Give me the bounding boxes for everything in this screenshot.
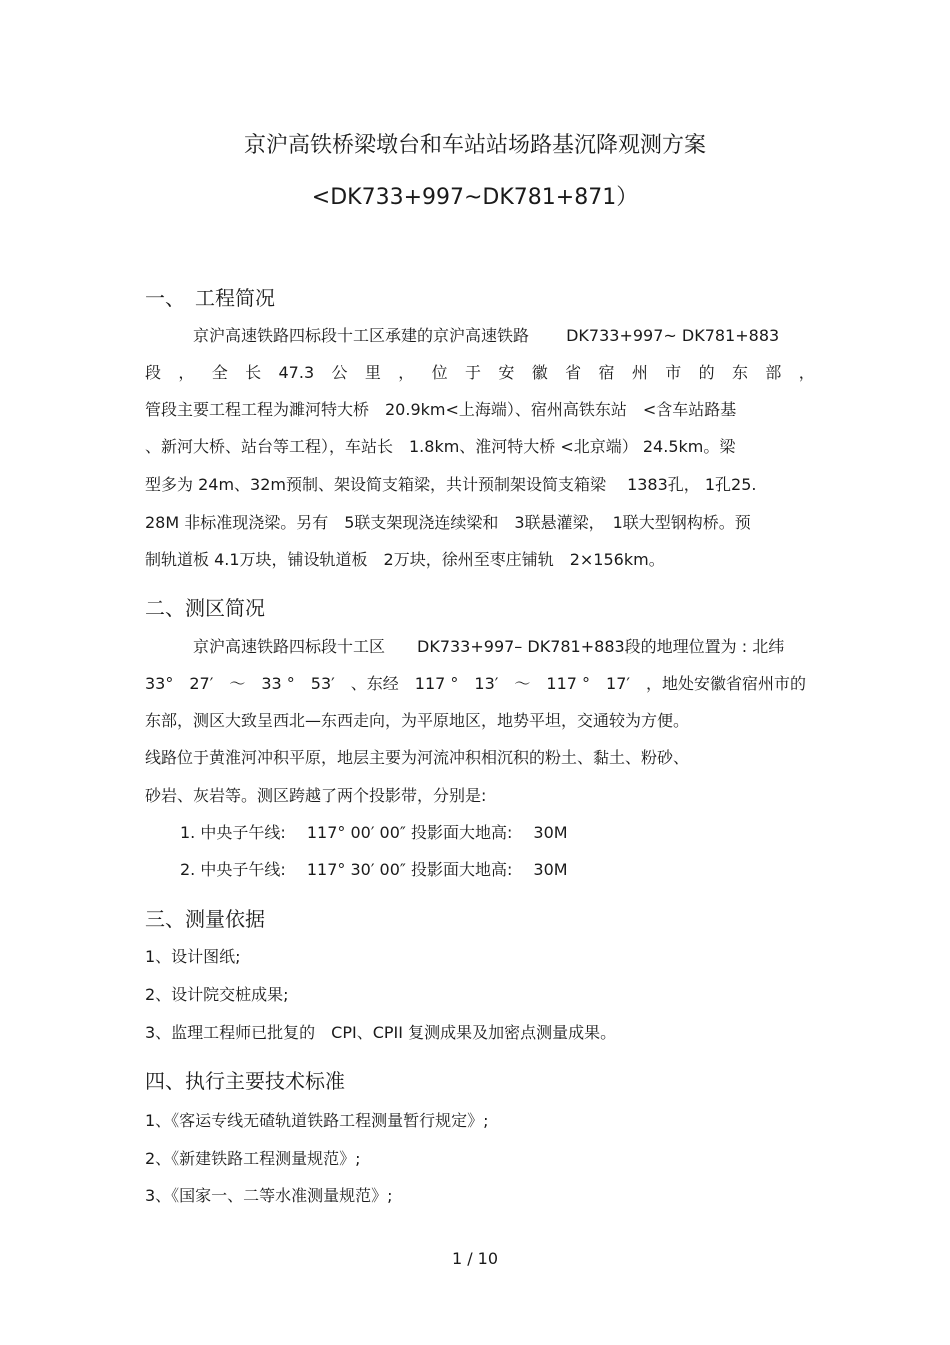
spaced-token: 市 xyxy=(665,363,682,382)
list-item: 2、设计院交桩成果; xyxy=(145,985,289,1004)
paragraph-line: 28M 非标准现浇梁。另有 5联支架现浇连续梁和 3联悬灌梁， 1联大型钢构桥。预 xyxy=(145,513,751,532)
paragraph-line: 33° 27′ ～ 33 ° 53′ 、东经 117 ° 13′ ～ 117 ° 17′ ，地处安徽省宿州市的 xyxy=(145,674,807,693)
section-heading-standards: 四、执行主要技术标准 xyxy=(145,1069,345,1093)
spaced-token: 长 xyxy=(245,363,262,382)
paragraph-line: 京沪高速铁路四标段十工区承建的京沪高速铁路 DK733+997~ DK781+883 xyxy=(193,326,780,345)
spaced-token: 宿 xyxy=(598,363,615,382)
document-title: 京沪高铁桥梁墩台和车站站场路基沉降观测方案 xyxy=(243,133,706,158)
spaced-token: ， xyxy=(798,363,815,382)
spaced-token: 47.3 xyxy=(278,363,315,382)
spaced-token: 部 xyxy=(765,363,782,382)
spaced-token: 省 xyxy=(565,363,582,382)
spaced-token: 于 xyxy=(464,363,481,382)
spaced-token: 安 xyxy=(498,363,515,382)
paragraph-line: 线路位于黄淮河冲积平原，地层主要为河流冲积相沉积的粉土、黏土、粉砂、 xyxy=(145,748,690,767)
list-item: 2、《新建铁路工程测量规范》; xyxy=(145,1149,361,1168)
section-heading-basis: 三、测量依据 xyxy=(145,907,265,931)
spaced-token: 徽 xyxy=(531,363,548,382)
spaced-token: 东 xyxy=(731,363,748,382)
list-item: 1、设计图纸; xyxy=(145,947,241,966)
list-item: 3、《国家一、二等水准测量规范》; xyxy=(145,1186,393,1205)
spaced-token: ， xyxy=(178,363,195,382)
section-heading-survey-area: 二、测区简况 xyxy=(145,596,265,620)
paragraph-line: 砂岩、灰岩等。测区跨越了两个投影带，分别是: xyxy=(145,786,487,805)
document-subtitle: <DK733+997~DK781+871） xyxy=(311,185,639,210)
paragraph-line: 京沪高速铁路四标段十工区 DK733+997– DK781+883段的地理位置为 : 北纬 xyxy=(193,637,785,656)
list-item: 3、监理工程师已批复的 CPI、CPII 复测成果及加密点测量成果。 xyxy=(145,1023,617,1042)
paragraph-line: 制轨道板 4.1万块，铺设轨道板 2万块，徐州至枣庄铺轨 2×156km。 xyxy=(145,550,665,569)
paragraph-line: 管段主要工程工程为濉河特大桥 20.9km<上海端）、宿州高铁东站 <含车站路基 xyxy=(145,400,737,419)
spaced-token: 全 xyxy=(211,363,228,382)
spaced-token: 公 xyxy=(331,363,348,382)
spaced-token: 州 xyxy=(631,363,648,382)
paragraph-line-spaced xyxy=(145,362,815,384)
section-heading-overview: 一、 工程简况 xyxy=(145,286,275,310)
paragraph-line: 东部，测区大致呈西北—东西走向，为平原地区，地势平坦，交通较为方便。 xyxy=(145,711,690,730)
page-number: 1 / 10 xyxy=(451,1249,499,1268)
list-item: 1、《客运专线无碴轨道铁路工程测量暂行规定》; xyxy=(145,1111,489,1130)
spaced-token: 位 xyxy=(431,363,448,382)
spaced-token: 的 xyxy=(698,363,715,382)
paragraph-line: 、新河大桥、站台等工程），车站长 1.8km、淮河特大桥 <北京端） 24.5km。梁 xyxy=(145,437,736,456)
spaced-token: 里 xyxy=(364,363,381,382)
spaced-token: ， xyxy=(398,363,415,382)
spaced-token: 段 xyxy=(145,363,162,382)
list-item: 1. 中央子午线: 117° 00′ 00″ 投影面大地高: 30M xyxy=(180,823,568,842)
paragraph-line: 型多为 24m、32m预制、架设简支箱梁，共计预制架设简支箱梁 1383孔， 1孔25. xyxy=(145,475,757,494)
list-item: 2. 中央子午线: 117° 30′ 00″ 投影面大地高: 30M xyxy=(180,860,568,879)
